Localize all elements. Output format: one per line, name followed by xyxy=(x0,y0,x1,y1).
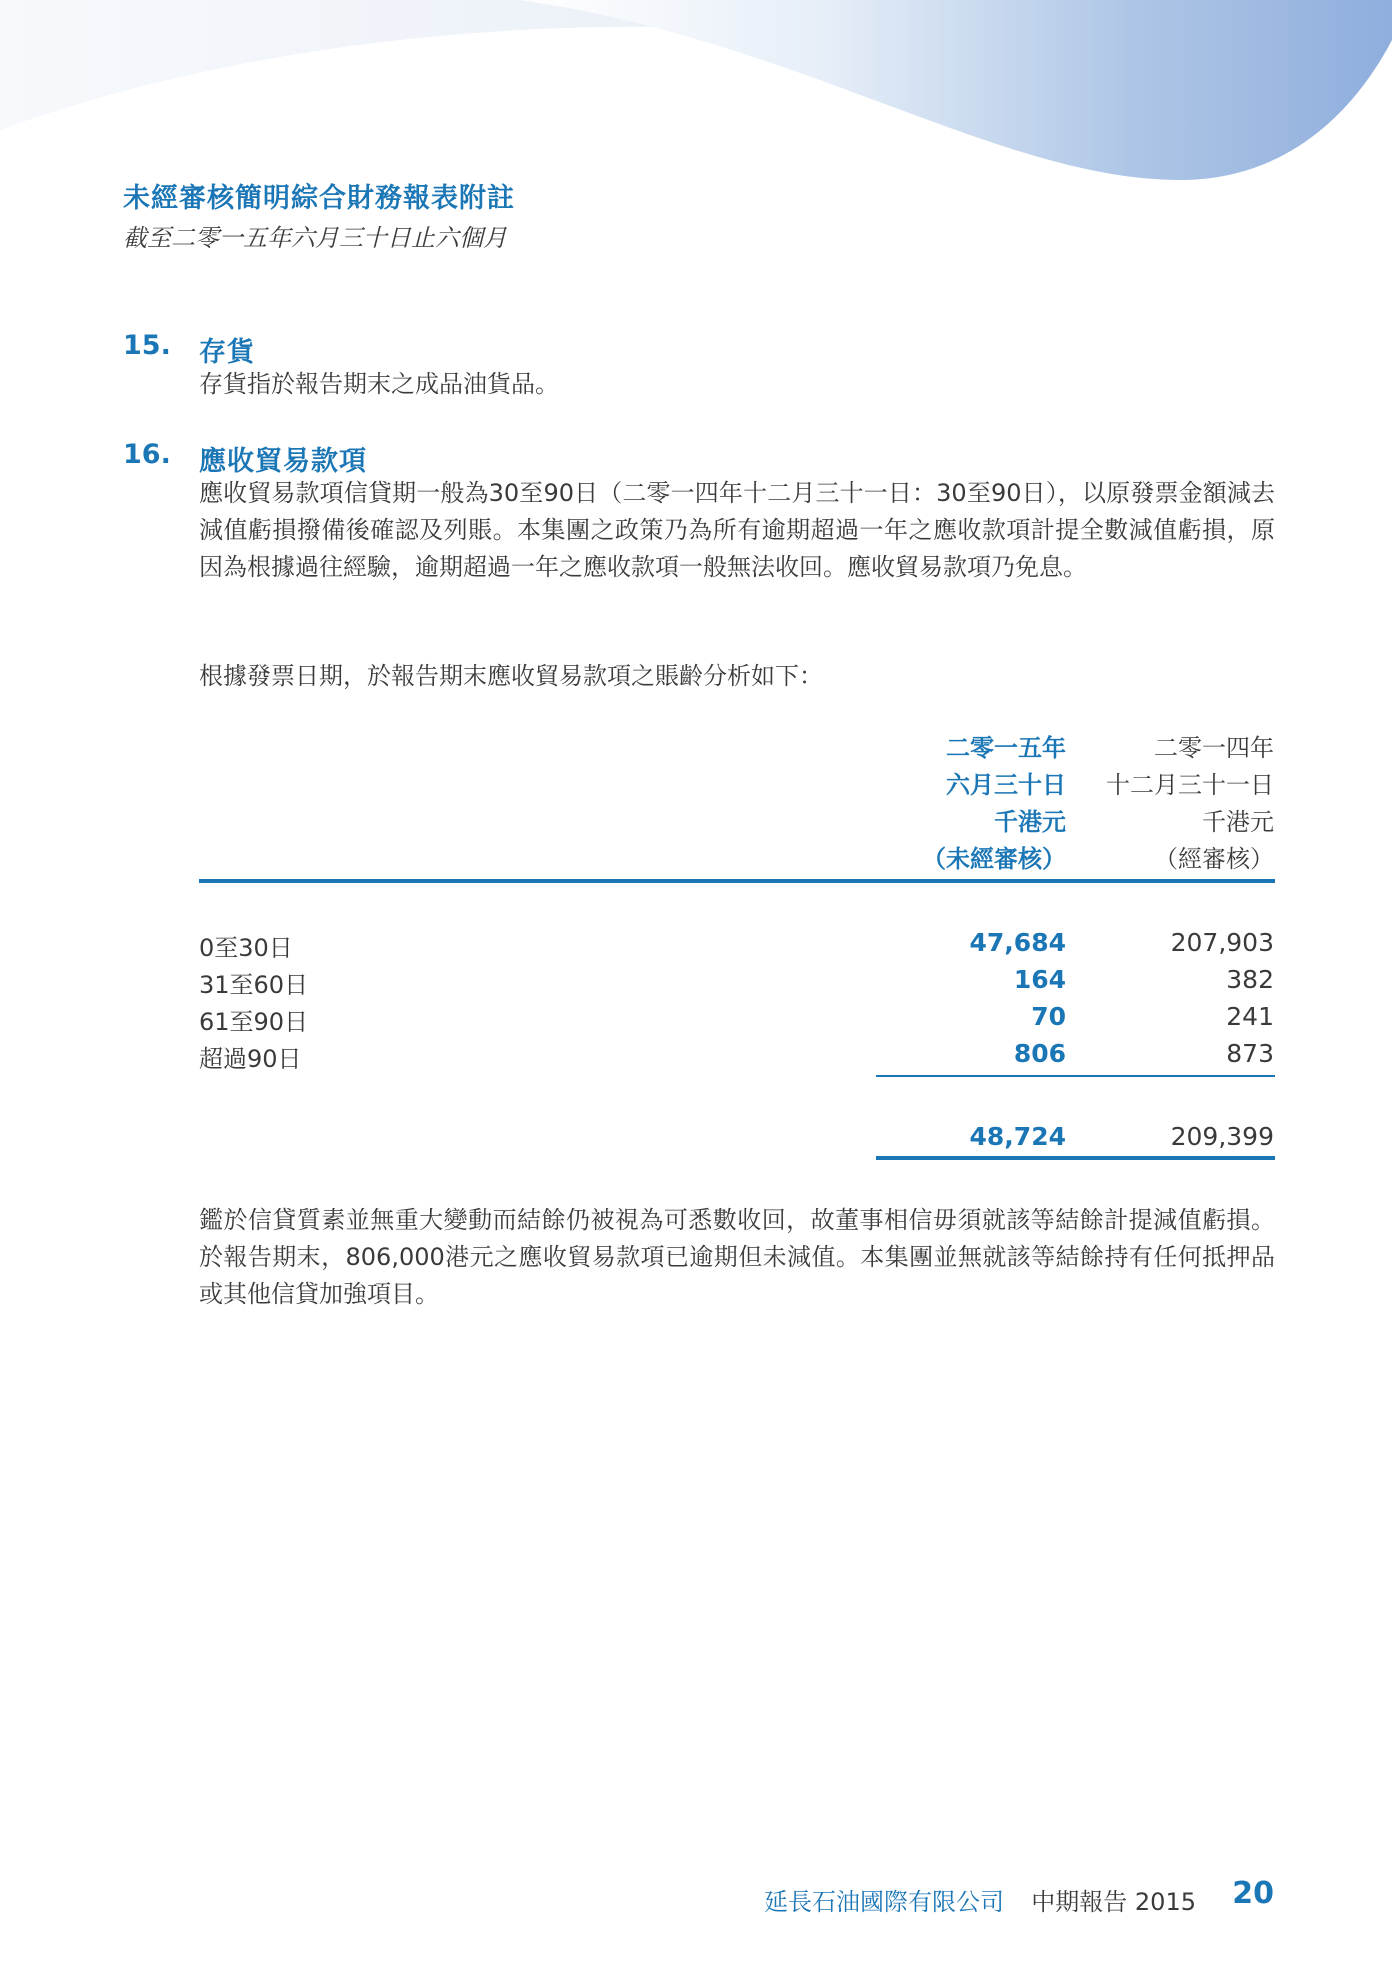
table-cell-2015: 47,684 xyxy=(969,928,1066,957)
header-wave-decoration xyxy=(0,0,1392,200)
section-16-body: 應收貿易款項信貸期一般為30至90日（二零一四年十二月三十一日：30至90日），以原發票金額減去減值虧損撥備後確認及列賬。本集團之政策乃為所有逾期超過一年之應收款項計提全數減值虧損，原因為根據過往經驗，逾期超過一年之應收款項一般無法收回。應收貿易款項乃免息。 xyxy=(199,479,1275,581)
table-cell-2015: 164 xyxy=(1013,965,1066,994)
table-cell-2014: 241 xyxy=(1226,1002,1274,1031)
table-cell-2014: 873 xyxy=(1226,1039,1274,1068)
footer-company: 延長石油國際有限公司 xyxy=(764,1888,1004,1916)
section-16-closing: 鑑於信貸質素並無重大變動而結餘仍被視為可悉數收回，故董事相信毋須就該等結餘計提減值虧損。於報告期末，806,000港元之應收貿易款項已逾期但未減值。本集團並無就該等結餘持有任何抵押品或其他信貸加強項目。 xyxy=(199,1206,1275,1308)
section-15-number: 15. xyxy=(123,330,171,361)
col1-header: 二零一五年 六月三十日 千港元 （未經審核） xyxy=(922,734,1066,873)
section-16-heading: 應收貿易款項 xyxy=(199,446,367,477)
table-row-label: 0至30日 xyxy=(199,934,293,962)
page-number: 20 xyxy=(1232,1876,1274,1911)
table-cell-2015: 70 xyxy=(1031,1002,1066,1031)
table-row-label: 超過90日 xyxy=(199,1045,302,1073)
report-section-title: 未經審核簡明綜合財務報表附註 xyxy=(123,183,515,214)
section-16-number: 16. xyxy=(123,439,171,470)
col2-header: 二零一四年 十二月三十一日 千港元 （經審核） xyxy=(1106,734,1274,873)
footer-report xyxy=(764,1882,1196,1917)
section-15-body: 存貨指於報告期末之成品油貨品。 xyxy=(199,370,559,398)
table-cell-2015: 806 xyxy=(1013,1039,1066,1068)
footer-report-label: 中期報告 2015 xyxy=(1031,1888,1196,1916)
section-16-intro: 根據發票日期，於報告期末應收貿易款項之賬齡分析如下： xyxy=(199,662,823,690)
table-cell-2014: 207,903 xyxy=(1170,928,1274,957)
section-15-heading: 存貨 xyxy=(199,337,255,368)
table-header-rule xyxy=(199,879,1275,883)
report-period-subtitle: 截至二零一五年六月三十日止六個月 xyxy=(123,224,507,252)
table-total-2014: 209,399 xyxy=(1170,1122,1274,1151)
table-row-label: 31至60日 xyxy=(199,971,309,999)
table-cell-2014: 382 xyxy=(1226,965,1274,994)
table-row-label: 61至90日 xyxy=(199,1008,309,1036)
subtotal-rule xyxy=(876,1075,1275,1077)
table-total-2015: 48,724 xyxy=(969,1122,1066,1151)
total-double-rule xyxy=(876,1156,1275,1160)
